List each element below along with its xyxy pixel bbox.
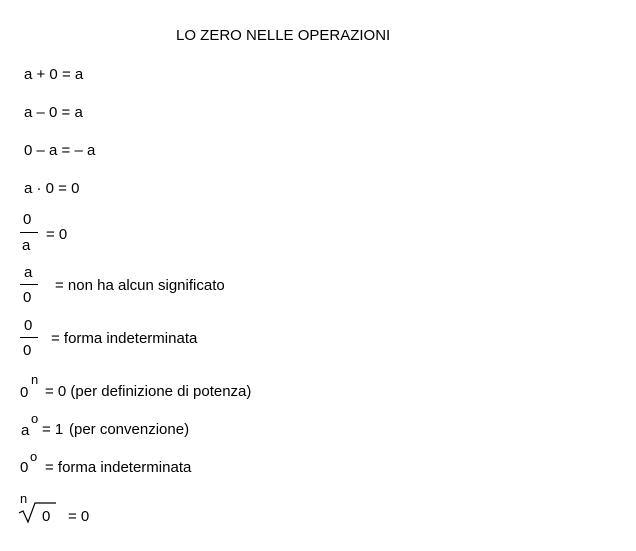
fraction-numerator: 0 xyxy=(24,317,33,334)
formula-zero-minus-a: 0 – a = – a xyxy=(24,142,96,159)
power-result: = 0 (per definizione di potenza) xyxy=(45,383,252,400)
root-radicand: 0 xyxy=(42,508,51,525)
power-exponent: o xyxy=(30,449,38,464)
power-base: a xyxy=(21,422,30,439)
power-result: = forma indeterminata xyxy=(45,459,192,476)
fraction-numerator: 0 xyxy=(23,211,32,228)
fraction-denominator: 0 xyxy=(23,289,32,306)
root-index: n xyxy=(20,491,28,506)
power-exponent: n xyxy=(31,372,39,387)
fraction-numerator: a xyxy=(24,264,33,281)
formula-product: a · 0 = 0 xyxy=(24,180,80,197)
formula-difference: a – 0 = a xyxy=(24,104,83,121)
fraction-denominator: a xyxy=(22,237,31,254)
fraction-result: = non ha alcun significato xyxy=(55,277,225,294)
fraction-denominator: 0 xyxy=(23,342,32,359)
power-base: 0 xyxy=(20,459,29,476)
power-base: 0 xyxy=(20,384,29,401)
formula-sum: a + 0 = a xyxy=(24,66,84,83)
power-note: (per convenzione) xyxy=(69,421,190,438)
root-result: = 0 xyxy=(68,508,90,525)
fraction-result: = forma indeterminata xyxy=(51,330,198,347)
power-exponent: o xyxy=(31,411,39,426)
power-result: = 1 xyxy=(42,421,64,438)
fraction-result: = 0 xyxy=(46,226,68,243)
page-title: LO ZERO NELLE OPERAZIONI xyxy=(176,27,391,44)
